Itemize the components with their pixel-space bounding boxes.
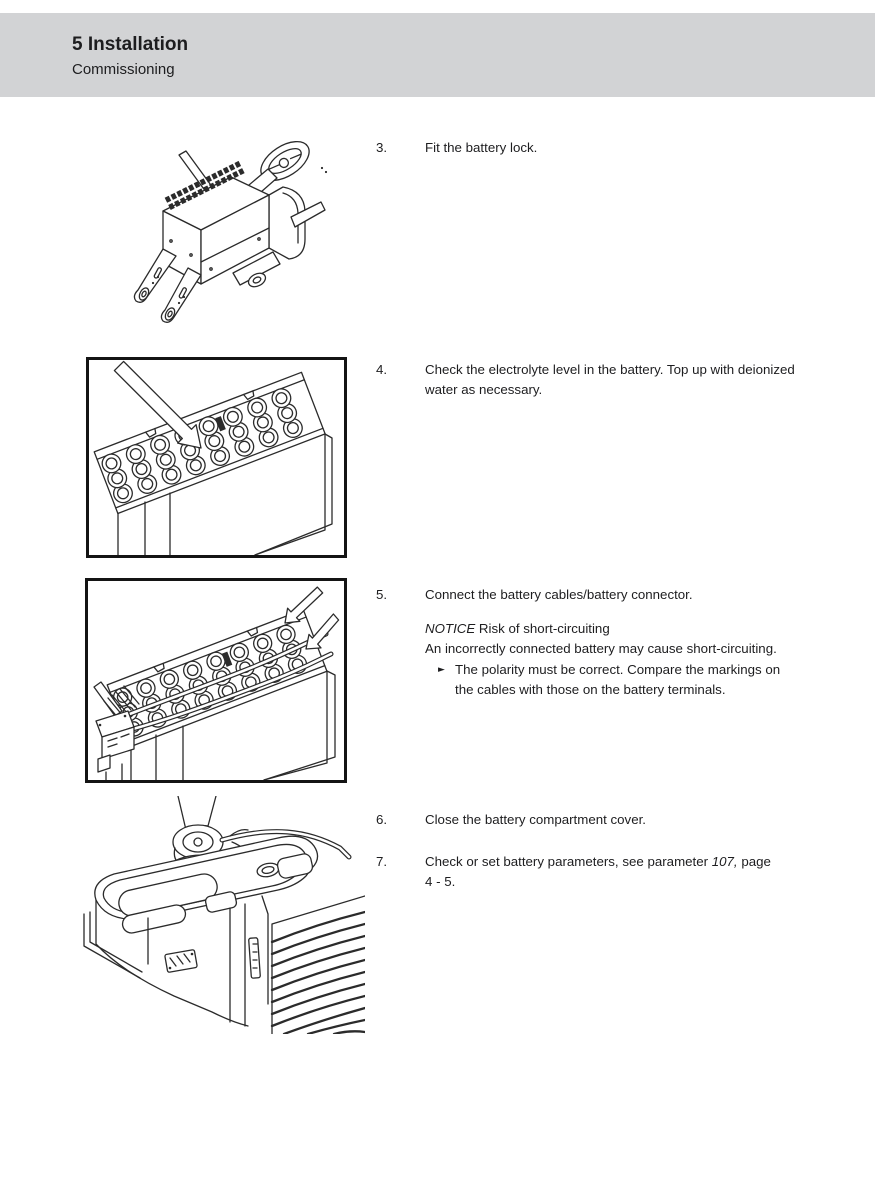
figure-cable-connection-frame xyxy=(85,578,347,783)
step-3-text xyxy=(425,138,812,158)
figure-electrolyte-check-frame xyxy=(86,357,347,558)
truck-closeup-illustration xyxy=(82,796,365,1034)
notice-label: NOTICE xyxy=(425,621,476,636)
step-4-line-1: Check the electrolyte level in the battery. Top up with deionized xyxy=(425,362,795,377)
step-5-line: Connect the battery cables/battery connector. xyxy=(425,587,693,602)
step-7-number: 7. xyxy=(376,854,388,869)
step-7-line-1 xyxy=(425,852,812,872)
step-3 xyxy=(376,138,812,158)
parameter-reference: 107, xyxy=(711,854,738,869)
step-4-text xyxy=(425,360,812,400)
step-5-number: 5. xyxy=(376,587,388,602)
notice-heading xyxy=(425,619,812,639)
bullet-line-1: The polarity must be correct. Compare the markings on xyxy=(455,662,781,677)
step-4-line-2: water as necessary. xyxy=(425,382,543,397)
chapter-header-bar xyxy=(0,13,875,97)
step-6-line: Close the battery compartment cover. xyxy=(425,812,646,827)
section-subtitle: Commissioning xyxy=(72,61,175,78)
step-7-line-2: 4 - 5. xyxy=(425,874,456,889)
battery-electrolyte-illustration xyxy=(89,360,344,555)
step-7 xyxy=(376,852,812,892)
step-4-number: 4. xyxy=(376,362,388,377)
notice-bullet xyxy=(425,660,812,700)
step-7-text-before: Check or set battery parameters, see parameter xyxy=(425,854,712,869)
bullet-text xyxy=(455,660,812,700)
figure-battery-cover-closed xyxy=(82,796,365,1034)
step-6 xyxy=(376,810,812,830)
step-5-text xyxy=(425,585,812,700)
step-3-number: 3. xyxy=(376,140,388,155)
step-7-text xyxy=(425,852,812,892)
step-4 xyxy=(376,360,812,400)
step-5 xyxy=(376,585,812,700)
step-7-text-after: page xyxy=(737,854,771,869)
battery-cables-illustration xyxy=(88,581,344,780)
step-3-line: Fit the battery lock. xyxy=(425,140,538,155)
notice-title: Risk of short-circuiting xyxy=(475,621,610,636)
notice-body: An incorrectly connected battery may cause short-circuiting. xyxy=(425,641,777,656)
step-6-number: 6. xyxy=(376,812,388,827)
chapter-title: 5 Installation xyxy=(72,34,189,55)
notice-block xyxy=(425,619,812,700)
figure-pallet-truck-battery-lock xyxy=(133,131,333,333)
step-6-text xyxy=(425,810,812,830)
bullet-arrow-icon: ► xyxy=(438,665,445,675)
pallet-truck-illustration xyxy=(133,131,333,333)
bullet-line-2: the cables with those on the battery terminals. xyxy=(455,682,726,697)
